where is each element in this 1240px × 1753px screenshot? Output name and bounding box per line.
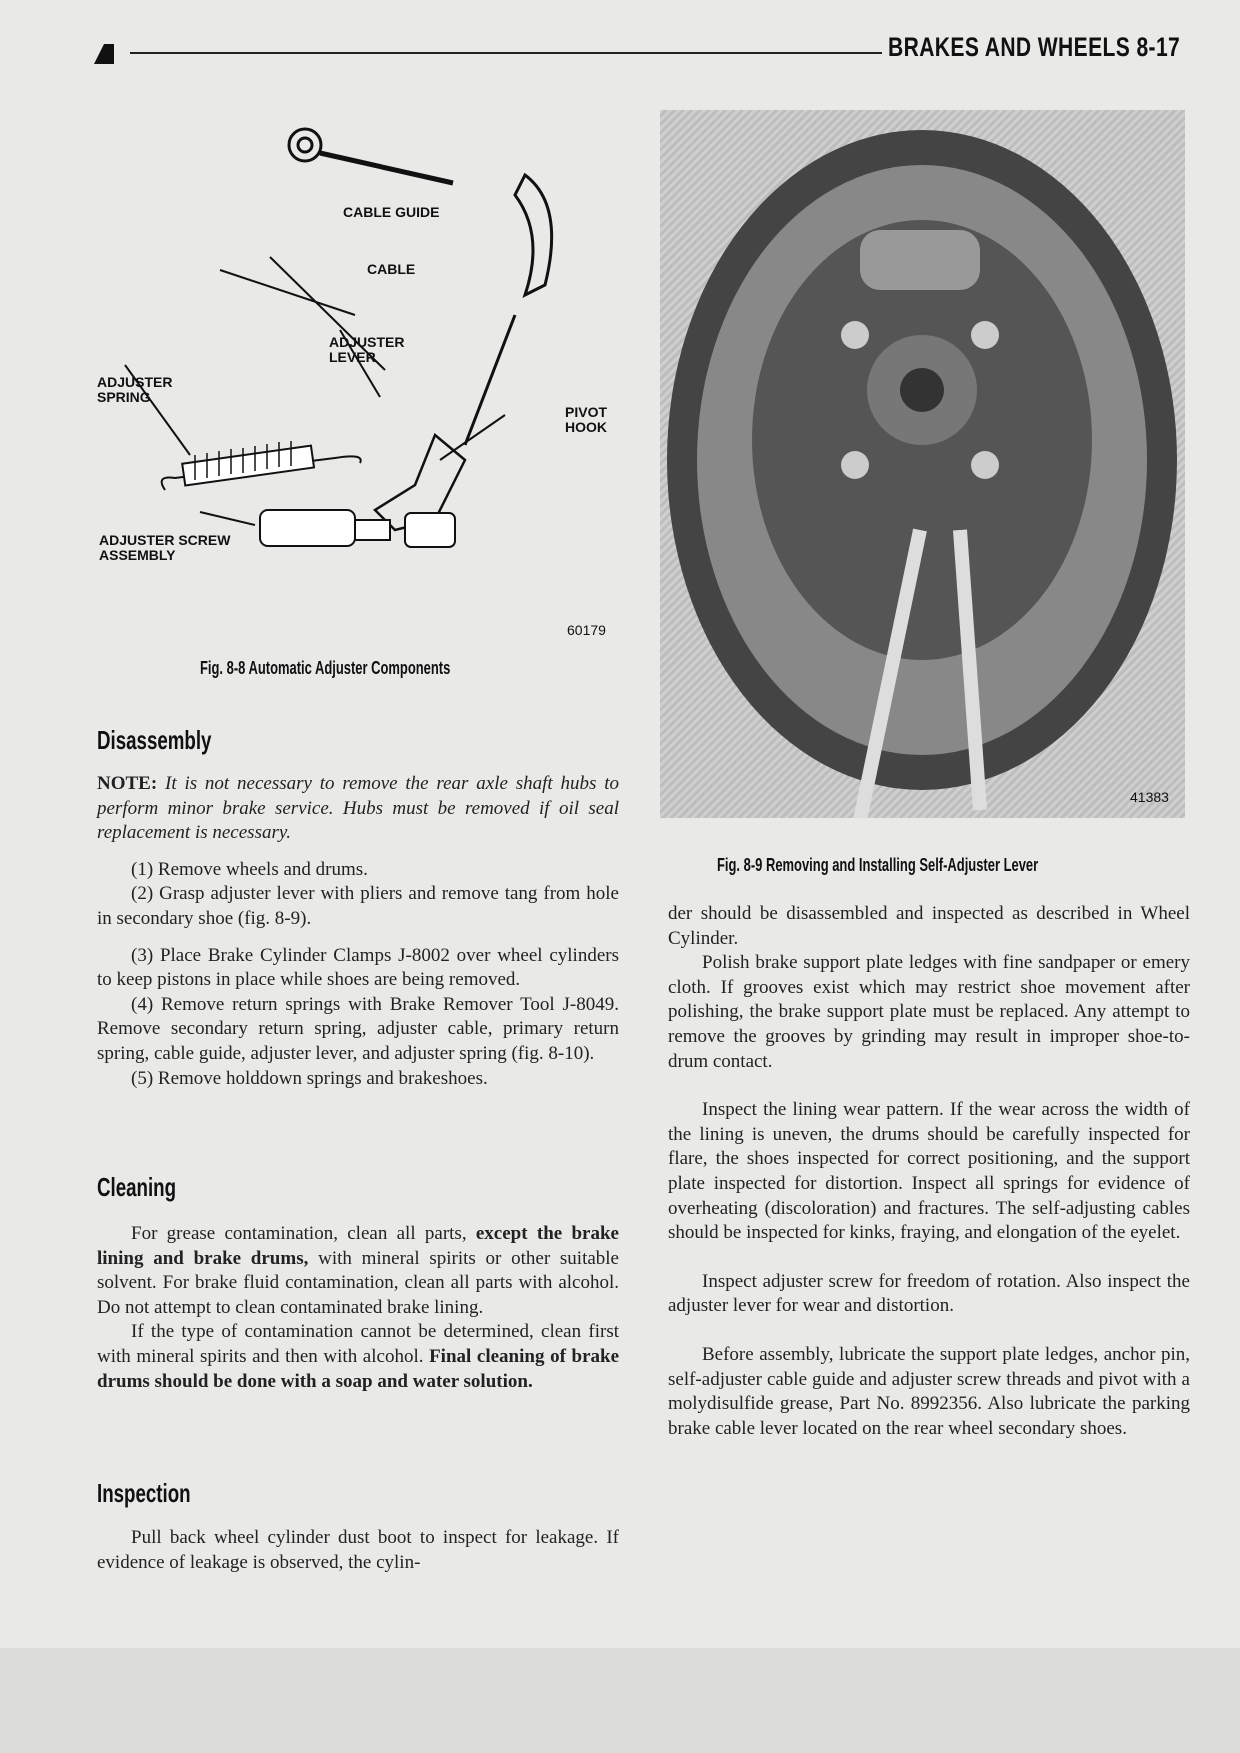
figure-number: 41383 [1130, 789, 1169, 805]
figure-8-8-caption: Fig. 8-8 Automatic Adjuster Components [200, 658, 451, 678]
inspection-left [97, 1526, 619, 1575]
figure-8-8 [95, 115, 625, 645]
page-title: BRAKES AND WHEELS 8-17 [888, 32, 1181, 62]
brake-assembly-photo [660, 110, 1185, 818]
text: with mineral spirits or other suitable solvent. For brake fluid contamination, clean all parts with alcohol. Do not attempt to clean contaminated brake lining. [97, 1247, 619, 1318]
section-mark-bar [104, 44, 114, 64]
step: (3) Place Brake Cylinder Clamps J-8002 over wheel cylinders to keep pistons in place while shoes are being removed. [97, 944, 619, 991]
text: For grease contamination, clean all parts, [131, 1223, 476, 1244]
label-pivot-hook: PIVOT HOOK [565, 404, 608, 435]
paragraph: Pull back wheel cylinder dust boot to inspect for leakage. If evidence of leakage is observed, the cylin- [97, 1527, 619, 1573]
figure-8-9-photo [660, 110, 1185, 818]
paragraph: Before assembly, lubricate the support plate ledges, anchor pin, self-adjuster cable guide and adjuster screw threads and pivot with a molydisulfide grease, Part No. 8992356. Also lubricate the parking brake cable lever located on the rear wheel secondary shoes. [668, 1343, 1190, 1439]
disassembly-section [97, 772, 619, 1091]
figure-number: 60179 [567, 622, 606, 638]
note-text: It is not necessary to remove the rear axle shaft hubs to perform minor brake service. Hubs must be removed if oil seal replacement is necessary. [97, 773, 619, 844]
step: (5) Remove holddown springs and brakeshoes. [131, 1067, 488, 1089]
paragraph: Polish brake support plate ledges with fine sandpaper or emery cloth. If grooves exist which may restrict shoe movement after polishing, the brake support plate must be replaced. Any attempt to remove the grooves by grinding may result in improper shoe-to-drum contact. [668, 952, 1190, 1072]
paragraph: der should be disassembled and inspected as described in Wheel Cylinder. [668, 903, 1190, 949]
step: (4) Remove return springs with Brake Remover Tool J-8049. Remove secondary return spring, adjuster cable, primary return spring, cable guide, adjuster lever, and adjuster spring (fig. 8-10). [97, 993, 619, 1064]
cleaning-section [97, 1222, 619, 1394]
paragraph: Inspect adjuster screw for freedom of rotation. Also inspect the adjuster lever for wear and distortion. [668, 1270, 1190, 1317]
adjuster-components-illustration [95, 115, 625, 645]
heading-disassembly: Disassembly [97, 725, 212, 755]
section-mark [94, 44, 104, 64]
emphasis: Final cleaning of brake drums should be done with a soap and water solution. [97, 1345, 619, 1392]
figure-8-9-caption: Fig. 8-9 Removing and Installing Self-Adjuster Lever [717, 855, 1039, 875]
heading-inspection: Inspection [97, 1478, 191, 1508]
label-adjuster-screw: ADJUSTER SCREW ASSEMBLY [99, 532, 231, 563]
label-cable: CABLE [367, 261, 416, 277]
label-cable-guide: CABLE GUIDE [343, 204, 440, 220]
note-label: NOTE: [97, 773, 158, 794]
paragraph: Inspect the lining wear pattern. If the wear across the width of the lining is uneven, the drums should be carefully inspected for flare, the shoes inspected for correct positioning, and the support plate inspected for distortion. Inspect all springs for evidence of overheating (discoloration) and fractures. The self-adjusting cables should be inspected for kinks, fraying, and elongation of the eyelet. [668, 1099, 1190, 1244]
inspection-right [668, 902, 1190, 1441]
step: (2) Grasp adjuster lever with pliers and remove tang from hole in secondary shoe (fig. 8-9). [97, 883, 619, 929]
label-adjuster-lever: ADJUSTER LEVER [329, 334, 405, 365]
label-adjuster-spring: ADJUSTER SPRING [97, 374, 173, 405]
scan-margin [0, 1648, 1240, 1753]
step: (1) Remove wheels and drums. [131, 858, 368, 880]
text: If the type of contamination cannot be determined, clean first with mineral spirits and then with alcohol. [97, 1321, 619, 1367]
heading-cleaning: Cleaning [97, 1172, 177, 1202]
header-rule [130, 52, 882, 54]
emphasis: except the brake lining and brake drums, [97, 1223, 619, 1269]
